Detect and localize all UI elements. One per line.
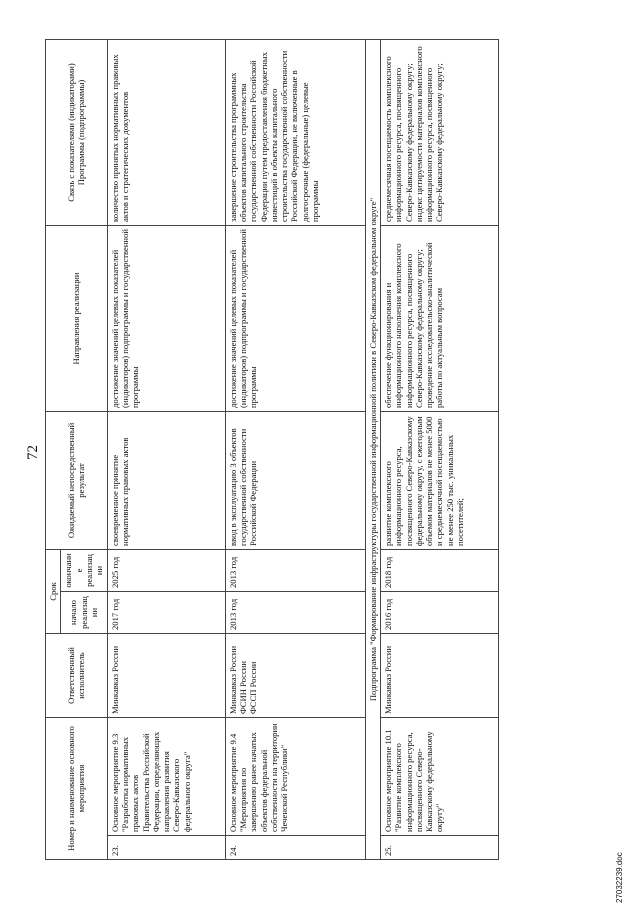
header-result: Ожидаемый непосредственный результат <box>46 411 108 549</box>
table-row <box>225 39 365 859</box>
header-directions: Направления реализации <box>46 225 108 411</box>
row-result: развитие комплексного информационного ресурса, посвященного Северо-Кавказскому федеральному округу, с ежегодным объемом материалов не менее 5000 и среднемесячной посещаемостью не менее 250 тыс. уникальных посетителей; <box>380 411 498 549</box>
row-start: 2016 год <box>380 592 498 634</box>
subprogram-title: Подпрограмма "Формирование инфраструктуры государственной информационной политики в Северо-Кавказском федеральном округе" <box>365 39 380 859</box>
row-directions: достижение значений целевых показателей (индикаторов) подпрограммы и государственной программы <box>107 225 225 411</box>
row-name: Основное мероприятие 9.3 "Разработка нормативных правовых актов Правительства Российской Федерации, определяющих направления развития Северо-Кавказского федерального округа" <box>107 718 225 836</box>
header-term: Срок <box>46 549 61 633</box>
row-executor: Минкавказ России ФСИН России ФССП России <box>225 634 365 718</box>
row-start: 2013 год <box>225 592 365 634</box>
row-result: своевременное принятие нормативных правовых актов <box>107 411 225 549</box>
row-link: среднемесячная посещаемость комплексного информационного ресурса, посвященного Северо-Кавказскому федеральному округу; индекс цитируемости материалов комплексного информационного ресурса, посвященного Северо-Кавказскому федеральному округу; <box>380 39 498 225</box>
header-link: Связь с показателями (индикаторами) Программы (подпрограммы) <box>46 39 108 225</box>
table-row <box>107 39 225 859</box>
file-name: 27032239.doc <box>615 852 624 903</box>
row-number: 25. <box>380 836 498 860</box>
row-executor: Минкавказ России <box>107 634 225 718</box>
row-end: 2013 год <box>225 549 365 591</box>
row-link: количество принятых нормативных правовых актов и стратегических документов <box>107 39 225 225</box>
row-end: 2018 год <box>380 549 498 591</box>
subprogram-row <box>365 39 380 859</box>
row-start: 2017 год <box>107 592 225 634</box>
row-number: 23. <box>107 836 225 860</box>
header-end: окончание реализации <box>61 549 107 591</box>
row-end: 2025 год <box>107 549 225 591</box>
program-table <box>45 39 499 860</box>
row-directions: достижение значений целевых показателей (индикаторов) подпрограммы и государственной программы <box>225 225 365 411</box>
page-number: 72 <box>25 445 41 460</box>
header-row <box>46 39 61 859</box>
row-number: 24. <box>225 836 365 860</box>
row-result: ввод в эксплуатацию 3 объектов государственной собственности Российской Федерации <box>225 411 365 549</box>
table-row <box>380 39 498 859</box>
row-directions: обеспечение функционирования и информационного наполнения комплексного информационного ресурса, посвященного Северо-Кавказскому федеральному округу; проведение исследовательско-аналитической работы по актуальным вопросам <box>380 225 498 411</box>
header-executor: Ответственный исполнитель <box>46 634 108 718</box>
row-link: завершение строительства программных объектов капитального строительства государственной собственности Российской Федерации путем предоставления бюджетных инвестиций в объекты капитального строительства государственной собственности Российской Федерации, не включенные в долгосрочные (федеральные) целевые программы <box>225 39 365 225</box>
header-start: начало реализации <box>61 592 107 634</box>
row-name: Основное мероприятие 10.1 "Развитие комплексного информационного ресурса, посвященного Северо-Кавказскому федеральному округу" <box>380 718 498 836</box>
header-num-name: Номер и наименование основного мероприятия <box>46 718 108 860</box>
row-name: Основное мероприятие 9.4 "Мероприятия по завершению ранее начатых объектов федеральной собственности на территории Чеченской Республики" <box>225 718 365 836</box>
row-executor: Минкавказ России <box>380 634 498 718</box>
